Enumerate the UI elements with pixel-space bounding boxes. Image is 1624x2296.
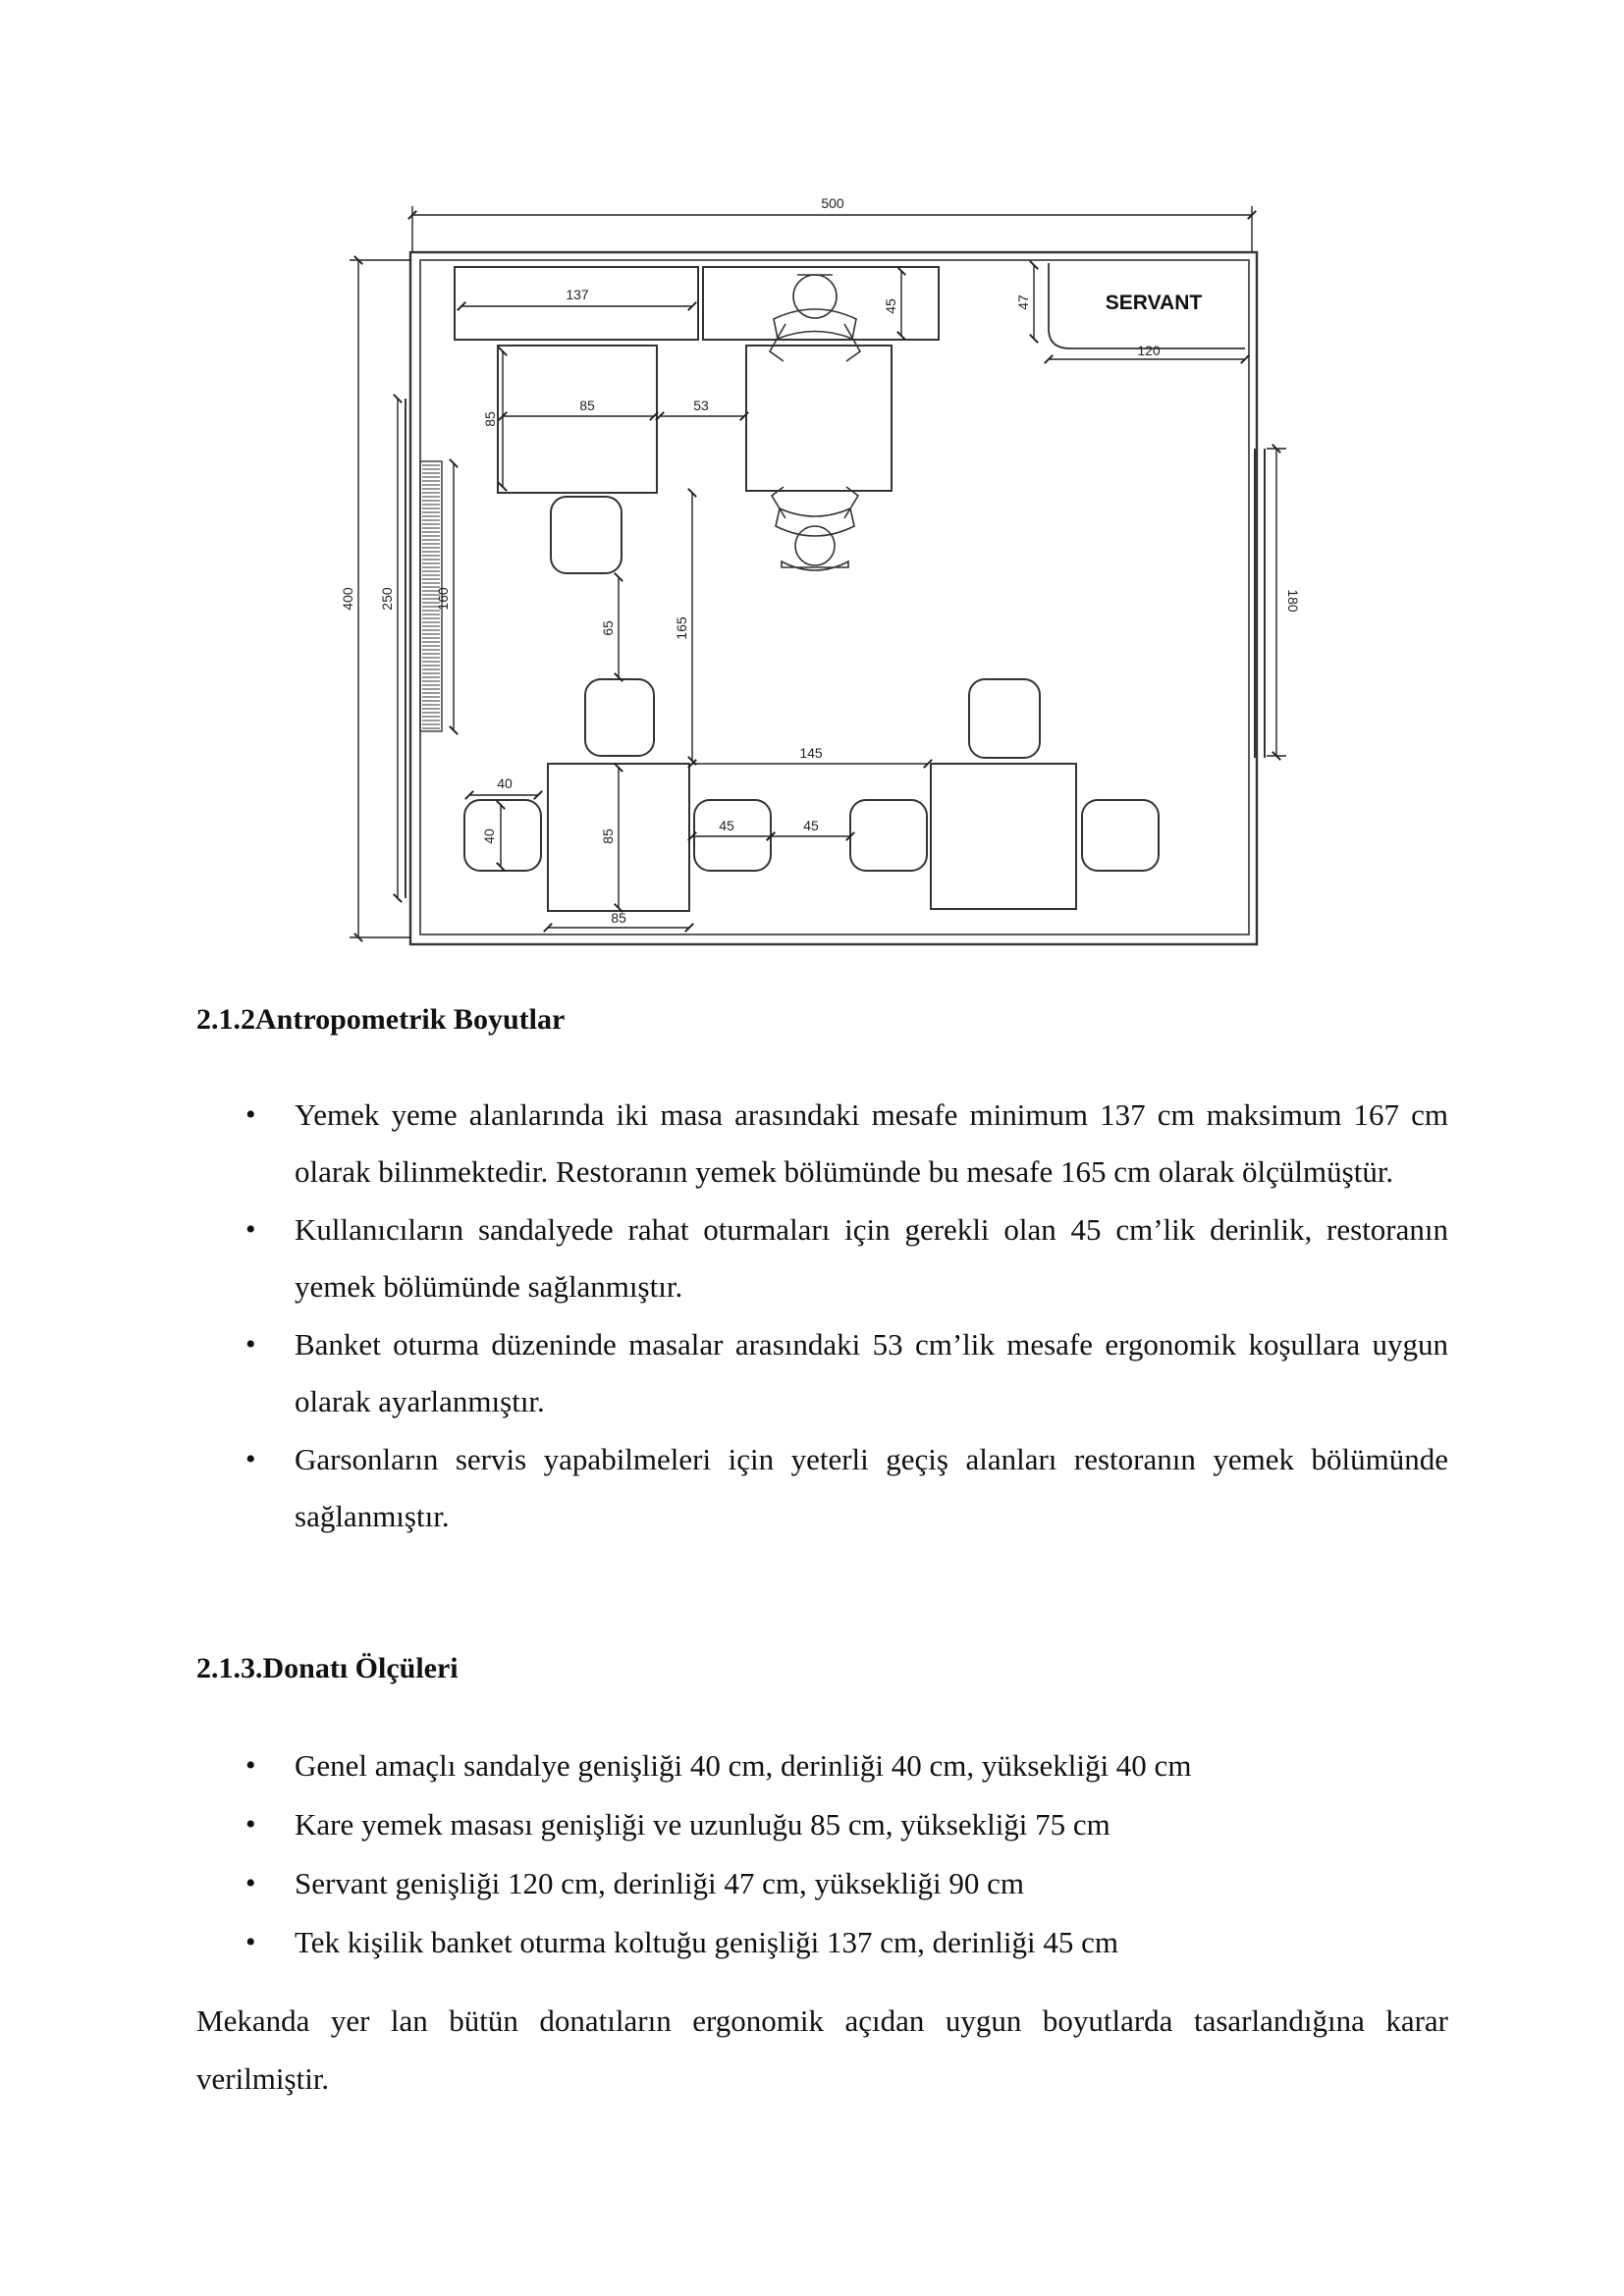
chair-bottom-far-right <box>1082 800 1159 871</box>
servant-label: SERVANT <box>1105 292 1203 314</box>
chair-bottom-right-left <box>850 800 927 871</box>
dim-53: 53 <box>693 398 709 413</box>
dim-45-gap-a: 45 <box>719 818 734 833</box>
dim-180: 180 <box>1285 589 1301 613</box>
list-item: • Kare yemek masası genişliği ve uzunluğu 85 cm, yüksekliği 75 cm <box>196 1796 1448 1853</box>
dim-165: 165 <box>674 616 689 640</box>
chair-bottom-far-left <box>464 800 541 871</box>
donati-bullet-list <box>196 1737 1448 1973</box>
table-top-left <box>498 346 657 493</box>
conclusion-paragraph: Mekanda yer lan bütün donatıların ergonomik açıdan uygun boyutlarda tasarlandığına karar verilmiştir. <box>196 2003 1448 2096</box>
dim-40-width: 40 <box>497 775 513 791</box>
dim-120: 120 <box>1137 343 1161 358</box>
dim-250: 250 <box>379 587 395 611</box>
list-item: • Yemek yeme alanlarında iki masa arasındaki mesafe minimum 137 cm maksimum 167 cm olarak bilinmektedir. Restoranın yemek bölümünde bu mesafe 165 cm olarak ölçülmüştür. <box>196 1087 1448 1201</box>
outer-wall <box>410 252 1257 944</box>
antropometrik-bullet-list <box>196 1087 1448 1546</box>
list-item: • Kullanıcıların sandalyede rahat oturmaları için gerekli olan 45 cm’lik derinlik, restoranın yemek bölümünde sağlanmıştır. <box>196 1201 1448 1315</box>
list-item: • Banket oturma düzeninde masalar arasındaki 53 cm’lik mesafe ergonomik koşullara uygun olarak ayarlanmıştır. <box>196 1316 1448 1430</box>
dim-145: 145 <box>799 745 823 761</box>
table-bottom-right <box>931 764 1076 909</box>
dim-40-depth: 40 <box>481 828 497 844</box>
chair-bottom-left-right <box>694 800 771 871</box>
dim-85-table-height: 85 <box>482 411 498 427</box>
dim-65: 65 <box>600 620 616 636</box>
dim-85-table-width: 85 <box>579 398 595 413</box>
list-item: • Genel amaçlı sandalye genişliği 40 cm, derinliği 40 cm, yüksekliği 40 cm <box>196 1737 1448 1794</box>
restaurant-floor-plan <box>324 187 1301 962</box>
chair-mid-right <box>969 679 1040 758</box>
chair-top-left <box>551 497 622 573</box>
list-item: • Garsonların servis yapabilmeleri için yeterli geçiş alanları restoranın yemek bölümünde sağlanmıştır. <box>196 1431 1448 1545</box>
person-top-icon <box>770 275 860 361</box>
person-bottom-icon <box>772 487 858 570</box>
dim-45-gap-b: 45 <box>803 818 819 833</box>
section-heading-antropometrik: 2.1.2Antropometrik Boyutlar <box>196 1003 566 1036</box>
banquet-seat-right <box>703 267 939 340</box>
dim-160: 160 <box>435 587 451 611</box>
banquet-seat-left <box>455 267 698 340</box>
dim-45-banquet: 45 <box>883 298 898 314</box>
dim-47: 47 <box>1015 294 1031 310</box>
section-heading-donati: 2.1.3.Donatı Ölçüleri <box>196 1652 459 1684</box>
inner-wall <box>420 260 1249 934</box>
dim-500: 500 <box>821 195 844 211</box>
chair-mid-left <box>585 679 654 756</box>
list-item: • Servant genişliği 120 cm, derinliği 47 cm, yüksekliği 90 cm <box>196 1855 1448 1912</box>
dim-137: 137 <box>566 287 589 302</box>
list-item: • Tek kişilik banket oturma koltuğu genişliği 137 cm, derinliği 45 cm <box>196 1914 1448 1971</box>
table-top-right <box>746 346 892 491</box>
dim-400: 400 <box>340 587 355 611</box>
dim-85-bottom-table: 85 <box>600 828 616 844</box>
dim-85-bottom-table-width: 85 <box>611 910 626 926</box>
